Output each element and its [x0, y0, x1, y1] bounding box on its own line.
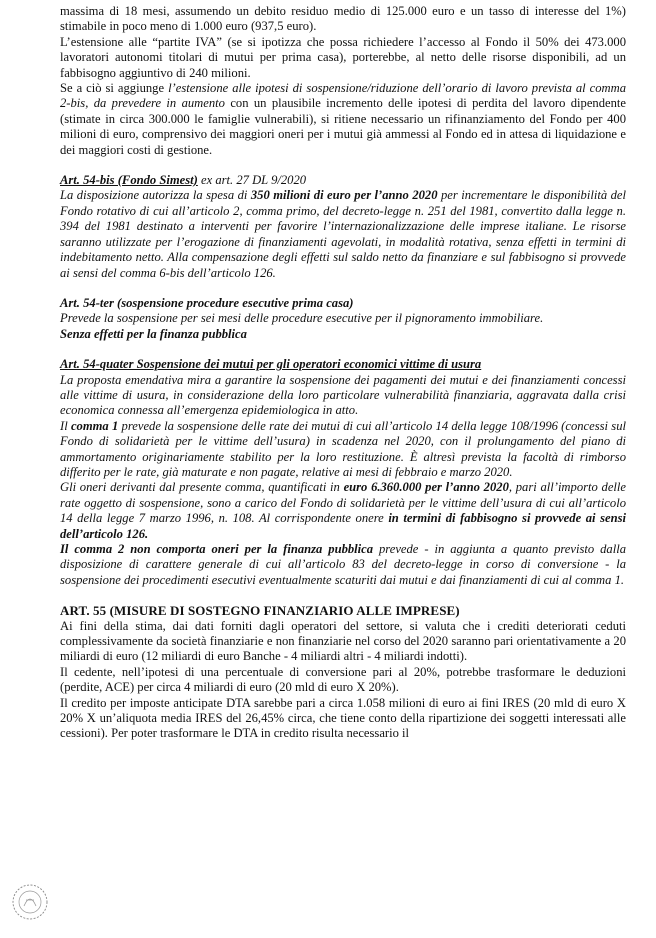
heading-underlined: Art. 54-bis (Fondo Simest): [60, 173, 198, 188]
text: Il: [60, 418, 71, 433]
paragraph: La proposta emendativa mira a garantire la sospensione dei pagamenti dei mutui e dei finanziamenti concessi alle vittime di usura, in considerazione della loro particolare vulnerabilità finanziaria, aggravata dalla crisi economica connessa all’emergenza epidemiologica in atto.: [60, 372, 626, 418]
bold-text: Il comma 2 non comporta oneri per la finanza pubblica: [60, 542, 374, 556]
text: , pari all’importo delle rate oggetto di sospensione, sono a carico del Fondo di solidarietà per le vittime dell’usura di cui all’articolo 14 della legge 7 marzo 1996, n. 108. Al corrispondente onere: [60, 480, 627, 526]
bold-text: euro 6.360.000 per l’anno 2020: [343, 480, 509, 495]
bold-text: in termini di fabbisogno si provvede ai sensi dell’articolo 126.: [60, 511, 626, 541]
section-heading: Art. 54-ter (sospensione procedure esecutive prima casa): [60, 295, 354, 310]
section-heading: [60, 173, 626, 188]
section-heading: Art. 54-quater Sospensione dei mutui per gli operatori economici vittime di usura: [60, 357, 482, 372]
heading-ref: ex art. 27 DL 9/2020: [197, 173, 307, 188]
bold-text: 350 milioni di euro per l’anno 2020: [250, 188, 438, 203]
bold-text: comma 1: [70, 418, 119, 433]
paragraph: massima di 18 mesi, assumendo un debito residuo medio di 125.000 euro e un tasso di interesse del 1%) stimabile in poco meno di 1.000 euro (937,5 euro).: [60, 4, 626, 34]
paragraph: [60, 419, 626, 481]
text: La disposizione autorizza la spesa di: [60, 188, 251, 203]
stamp-seal-icon: [10, 880, 50, 924]
paragraph: Ai fini della stima, dai dati forniti dagli operatori del settore, si valuta che i crediti deteriorati ceduti complessivamente da società finanziarie e non finanziarie nel corso del 2020 saranno pari orientativamente a 20 miliardi di euro (12 miliardi di euro Banche - 4 miliardi altri - 4 miliardi indotti).: [60, 618, 626, 664]
paragraph: Prevede la sospensione per sei mesi delle procedure esecutive per il pignoramento immobiliare.: [60, 311, 544, 326]
text: Gli oneri derivanti dal presente comma, quantificati in: [60, 480, 344, 495]
section-heading: ART. 55 (MISURE DI SOSTEGNO FINANZIARIO ALLE IMPRESE): [60, 603, 460, 619]
paragraph: Il credito per imposte anticipate DTA sarebbe pari a circa 1.058 milioni di euro ai fini IRES (20 mld di euro X 20% X un’aliquota media IRES del 26,45% circa, che tiene conto della ripartizione dei soggetti interessati alle cessioni). Per poter trasformare le DTA in credito risulta necessario il: [60, 695, 626, 741]
italic-text: l’estensione alle ipotesi di sospensione/riduzione dell’orario di lavoro prevista al comma 2-bis, da prevedere in aumento: [60, 81, 627, 111]
text: per incrementare le disponibilità del Fondo rotativo di cui all’articolo 2, comma primo, del decreto-legge n. 251 del 1981, convertito dalla legge n. 394 del 1981 destinato a interventi per favorire l’internazionalizzazione delle imprese italiane. Le risorse saranno utilizzate per l’erogazione di finanziamenti agevolati, in modalità rotativa, senza effetti in termini di indebitamento netto. Alla compensazione degli effetti sul saldo netto da finanziare e sul fabbisogno si provvede ai sensi del comma 6-bis dell’articolo 126.: [60, 188, 627, 280]
text: Se a ciò si aggiunge: [60, 81, 169, 96]
paragraph: [60, 81, 626, 158]
document-page: [60, 4, 626, 742]
paragraph: Il cedente, nell’ipotesi di una percentuale di conversione pari al 20%, potrebbe trasformare le deduzioni (perdite, ACE) per circa 4 miliardi di euro (20 mld di euro X 20%).: [60, 664, 626, 695]
paragraph: [60, 542, 626, 588]
text: con un plausibile incremento delle ipotesi di perdita del lavoro dipendente (stimate in circa 300.000 le famiglie vulnerabili), si ritiene necessario un rifinanziamento del Fondo per 400 milioni di euro, comprensivo dei maggiori oneri per i mutui già ammessi al Fondo ed in attesa di liquidazione e dei maggiori costi di gestione.: [60, 96, 626, 157]
bold-paragraph: Senza effetti per la finanza pubblica: [60, 326, 247, 341]
paragraph: [60, 480, 626, 542]
text: prevede la sospensione delle rate dei mutui di cui all’articolo 14 della legge 108/1996 (concessi sul Fondo di solidarietà per le vittime dell’usura) in scadenza nel 2020, con il prolungamento del piano di ammortamento originariamente stabilito per la loro restituzione. È altresì prevista la facoltà di rimborso differito per le rate, già maturate e non pagate, relative ai mesi di febbraio e marzo 2020.: [60, 418, 626, 479]
text: prevede - in aggiunta a quanto previsto dalla disposizione di carattere generale di cui all’articolo 83 del decreto-legge in corso di conversione - la sospensione dei procedimenti esecutivi eventualmente scaturiti dai mutui e dai finanziamenti di cui al comma 1.: [60, 542, 627, 587]
paragraph: L’estensione alle “partite IVA” (se si ipotizza che possa richiedere l’accesso al Fondo il 50% dei 473.000 lavoratori autonomi titolari di mutui per prima casa), porterebbe, al netto delle risorse disponibili, ad un fabbisogno aggiuntivo di 240 milioni.: [60, 34, 626, 80]
paragraph: [60, 188, 626, 280]
